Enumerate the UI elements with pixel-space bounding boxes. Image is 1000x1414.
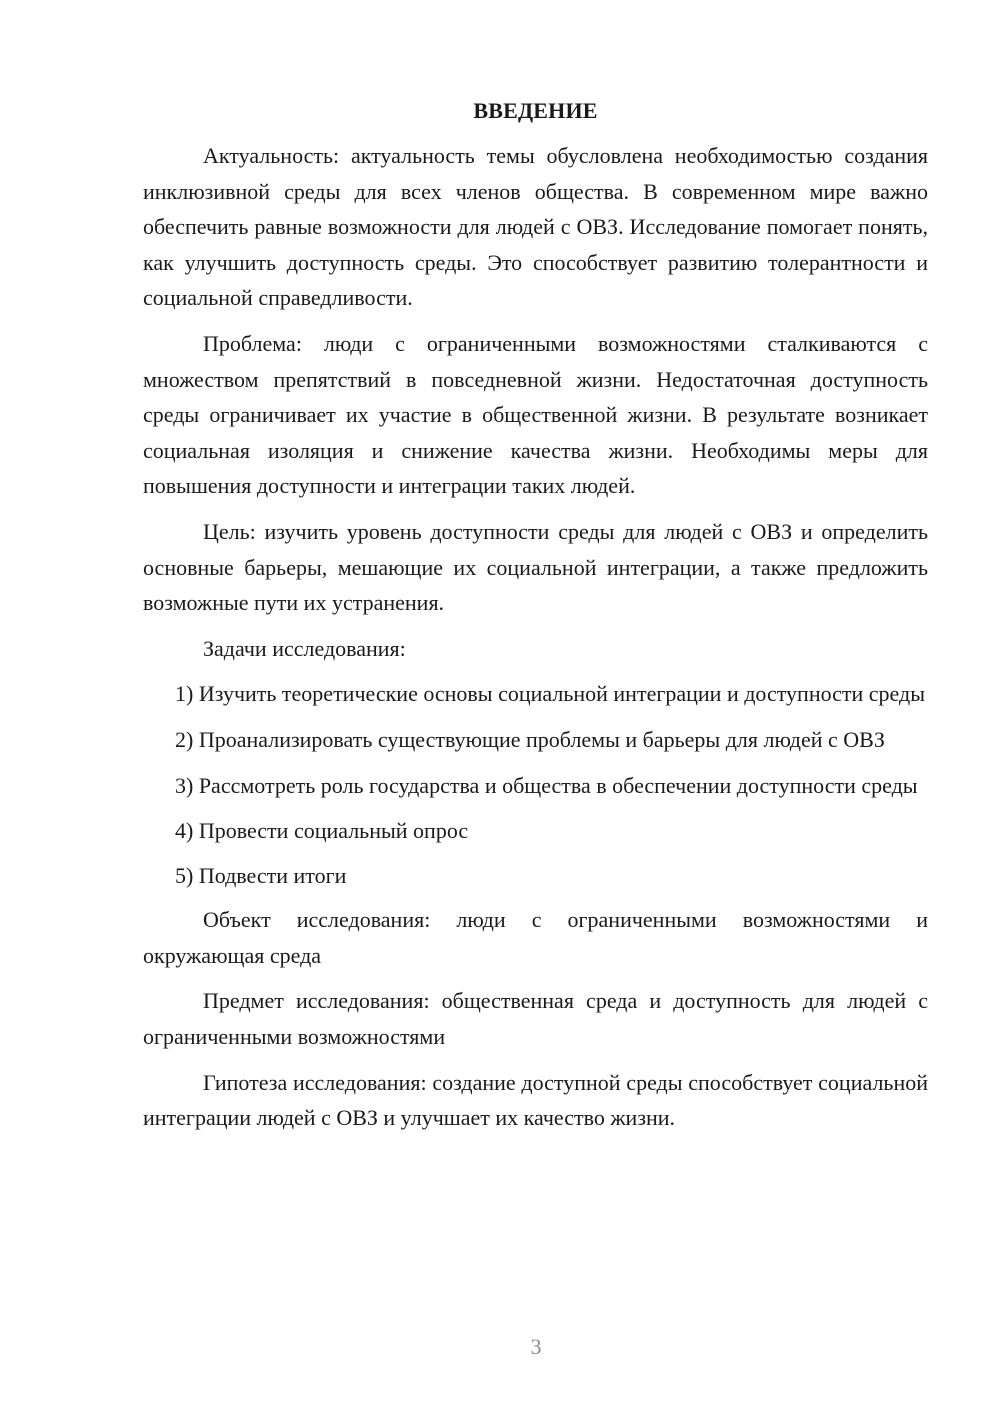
task-item-2: 2) Проанализировать существующие проблемы и барьеры для людей с ОВЗ: [175, 726, 885, 752]
document-page: [143, 94, 928, 1146]
paragraph-problem: Проблема: люди с ограниченными возможностями сталкиваются с множеством препятствий в повседневной жизни. Недостаточная доступность среды ограничивает их участие в общественной жизни. В результате возникает социальная изоляция и снижение качества жизни. Необходимы меры для повышения доступности и интеграции таких людей.: [143, 330, 928, 499]
paragraph-hypothesis: Гипотеза исследования: создание доступной среды способствует социальной интеграции людей с ОВЗ и улучшает их качество жизни.: [143, 1069, 928, 1131]
task-item-1: 1) Изучить теоретические основы социальной интеграции и доступности среды: [175, 681, 926, 707]
paragraph-tasks-heading: Задачи исследования:: [203, 635, 406, 661]
task-item-5: 5) Подвести итоги: [175, 862, 347, 888]
paragraph-relevance: Актуальность: актуальность темы обусловлена необходимостью создания инклюзивной среды для всех членов общества. В современном мире важно обеспечить равные возможности для людей с ОВЗ. Исследование помогает понять, как улучшить доступность среды. Это способствует развитию толерантности и социальной справедливости.: [143, 143, 928, 311]
paragraph-goal: Цель: изучить уровень доступности среды для людей с ОВЗ и определить основные барьеры, мешающие их социальной интеграции, а также предложить возможные пути их устранения.: [143, 518, 928, 616]
paragraph-object: Объект исследования: люди с ограниченными возможностями и окружающая среда: [143, 907, 928, 968]
page-title: ВВЕДЕНИЕ: [473, 98, 598, 123]
task-item-3: 3) Рассмотреть роль государства и общества в обеспечении доступности среды: [175, 772, 918, 798]
task-item-4: 4) Провести социальный опрос: [175, 818, 469, 844]
page-number: 3: [530, 1334, 542, 1359]
paragraph-subject: Предмет исследования: общественная среда и доступность для людей с ограниченными возможностями: [143, 988, 928, 1050]
